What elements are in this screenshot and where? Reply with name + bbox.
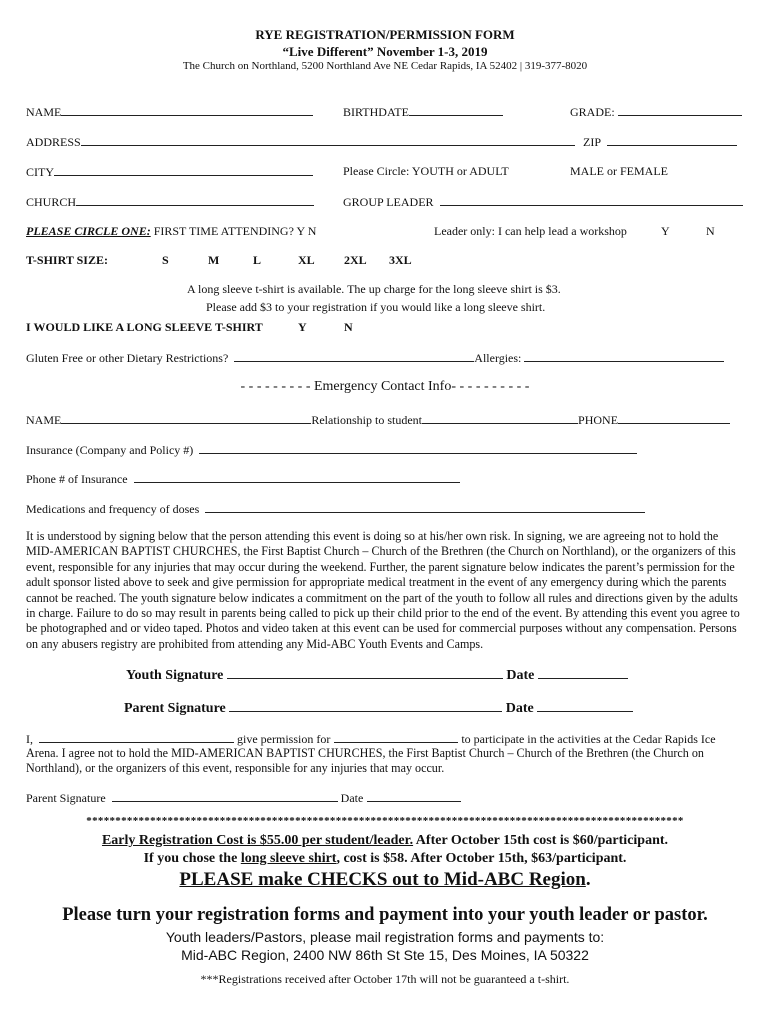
long-sleeve-note-1: A long sleeve t-shirt is available. The up charge for the long sleeve shirt is $3. — [187, 282, 561, 296]
church-address: The Church on Northland, 5200 Northland Ave NE Cedar Rapids, IA 52402 | 319-377-8020 — [182, 60, 588, 72]
long-sleeve-yes[interactable]: Y — [298, 320, 307, 334]
form-title: RYE REGISTRATION/PERMISSION FORM — [255, 27, 515, 42]
emergency-phone-label: PHONE — [578, 413, 619, 427]
emergency-name-label: NAME — [26, 413, 62, 427]
grade-field[interactable] — [618, 104, 742, 116]
permission-date-label: Date — [340, 791, 364, 805]
size-m[interactable]: M — [208, 253, 220, 267]
church-label: CHURCH — [26, 195, 77, 209]
city-label: CITY — [26, 165, 54, 179]
long-sleeve-note-2: Please add $3 to your registration if you would like a long sleeve shirt. — [206, 300, 546, 314]
youth-signature-field[interactable] — [227, 665, 503, 679]
youth-date-field[interactable] — [538, 665, 628, 679]
mail-address: Mid-ABC Region, 2400 NW 86th St Ste 15, Des Moines, IA 50322 — [181, 947, 589, 963]
size-xl[interactable]: XL — [298, 253, 315, 267]
parent-date-field[interactable] — [537, 698, 633, 712]
early-registration-line — [0, 833, 770, 849]
early-registration-cost: Early Registration Cost is $55.00 per student/leader. — [101, 833, 414, 848]
name-field[interactable] — [61, 104, 313, 116]
checks-payable: PLEASE make CHECKS out to Mid-ABC Region — [179, 869, 586, 890]
male-female-choice[interactable]: MALE or FEMALE — [570, 164, 668, 178]
turn-in-instruction: Please turn your registration forms and payment into your youth leader or pastor. — [62, 905, 708, 925]
relationship-label: Relationship to student — [311, 413, 423, 427]
long-sleeve-question: I WOULD LIKE A LONG SLEEVE T-SHIRT — [26, 320, 263, 334]
long-sleeve-cost-pre: If you chose the — [143, 851, 241, 866]
relationship-field[interactable] — [422, 412, 578, 424]
emergency-contact-heading: - - - - - - - - - Emergency Contact Info- - - - - - - - - - — [240, 379, 530, 394]
address-label: ADDRESS — [26, 135, 81, 149]
circle-one-label: PLEASE CIRCLE ONE: — [26, 224, 151, 238]
checks-payable-line — [0, 869, 770, 891]
tshirt-size-label: T-SHIRT SIZE: — [26, 253, 108, 267]
size-s[interactable]: S — [162, 253, 169, 267]
long-sleeve-cost-post: , cost is $58. After October 15th, $63/participant. — [336, 851, 627, 866]
parent-date-label: Date — [505, 701, 534, 716]
divider-stars: ******************************************************************************************************* — [86, 815, 684, 827]
zip-field[interactable] — [607, 134, 737, 146]
address-field[interactable] — [81, 134, 575, 146]
long-sleeve-no[interactable]: N — [344, 320, 353, 334]
emergency-name-field[interactable] — [61, 412, 311, 424]
give-permission-label: give permission for — [237, 732, 331, 746]
leader-workshop-no[interactable]: N — [706, 224, 715, 238]
permission-parent-name-field[interactable] — [39, 731, 234, 743]
permission-parent-signature-field[interactable] — [112, 790, 338, 802]
tshirt-deadline-note: ***Registrations received after October 17th will not be guaranteed a t-shirt. — [200, 972, 570, 986]
dietary-label: Gluten Free or other Dietary Restrictions? — [26, 351, 229, 365]
name-label: NAME — [26, 105, 62, 119]
permission-child-name-field[interactable] — [334, 731, 458, 743]
dietary-field[interactable] — [234, 350, 474, 362]
allergies-field[interactable] — [524, 350, 724, 362]
mail-instruction: Youth leaders/Pastors, please mail registration forms and payments to: — [165, 929, 605, 945]
city-field[interactable] — [54, 164, 313, 176]
size-3xl[interactable]: 3XL — [389, 253, 412, 267]
waiver-paragraph: It is understood by signing below that the person attending this event is doing so at his/her own risk. In signing, we are agreeing not to hold the MID-AMERICAN BAPTIST CHURCHES, the First Baptist Church – Church of the Brethren (the Church on Northland), or the organizers of this event, responsible for any injuries that may occur during the weekend. Further, the parent signature below indicates the parent’s permission for the adult sponsor listed above to seek and give permission for appropriate medical treatment in the event of any emergency during which the parents cannot be reached. The youth signature below indicates a commitment on the part of the youth to follow all rules and directions given by the adults in charge. Failure to do so may result in parents being called to pick up their child prior to the end of the event. By attending this event you agree to be photographed and or video taped. Photos and video taken at this event can be used for commercial purposes without any compensation. Persons on any abusers registry are prohibited from attending any Mid-ABC Youth Events and Camps. — [26, 529, 740, 651]
name-row — [26, 104, 313, 120]
checks-period: . — [585, 869, 591, 890]
permission-continuation: Arena. I agree not to hold the MID-AMERICAN BAPTIST CHURCHES, the First Baptist Church – Church of the Brethren (the Church on Northland), or the organizers of this event, responsible for any injuries that may occur. — [26, 746, 704, 776]
youth-signature-label: Youth Signature — [126, 668, 224, 683]
zip-label: ZIP — [583, 135, 601, 149]
group-leader-label: GROUP LEADER — [343, 195, 434, 209]
group-leader-field[interactable] — [440, 194, 743, 206]
birthdate-field[interactable] — [409, 104, 503, 116]
allergies-label: Allergies: — [474, 351, 522, 365]
long-sleeve-cost-link: long sleeve shirt — [240, 851, 337, 866]
medications-label: Medications and frequency of doses — [26, 502, 200, 516]
parent-signature-field[interactable] — [229, 698, 502, 712]
insurance-phone-label: Phone # of Insurance — [26, 472, 128, 486]
permission-i-label: I, — [26, 732, 33, 746]
permission-date-field[interactable] — [367, 790, 461, 802]
insurance-phone-field[interactable] — [134, 471, 460, 483]
event-subtitle: “Live Different” November 1-3, 2019 — [282, 44, 488, 59]
first-time-choice[interactable]: FIRST TIME ATTENDING? Y N — [153, 224, 317, 238]
emergency-phone-field[interactable] — [618, 412, 730, 424]
permission-parent-signature-label: Parent Signature — [26, 791, 106, 805]
insurance-field[interactable] — [199, 442, 637, 454]
church-field[interactable] — [76, 194, 314, 206]
birthdate-label: BIRTHDATE — [343, 105, 409, 119]
medications-field[interactable] — [205, 501, 645, 513]
leader-workshop-label: Leader only: I can help lead a workshop — [434, 224, 627, 238]
grade-label: GRADE: — [570, 105, 615, 119]
size-l[interactable]: L — [253, 253, 262, 267]
youth-adult-choice[interactable]: Please Circle: YOUTH or ADULT — [343, 164, 509, 178]
late-registration-cost: After October 15th cost is $60/participant. — [413, 833, 669, 848]
leader-workshop-yes[interactable]: Y — [661, 224, 670, 238]
participate-label: to participate in the activities at the Cedar Rapids Ice — [461, 732, 716, 746]
long-sleeve-cost-line — [0, 851, 770, 867]
parent-signature-label: Parent Signature — [124, 701, 226, 716]
youth-date-label: Date — [506, 668, 535, 683]
size-2xl[interactable]: 2XL — [344, 253, 367, 267]
insurance-label: Insurance (Company and Policy #) — [26, 443, 194, 457]
